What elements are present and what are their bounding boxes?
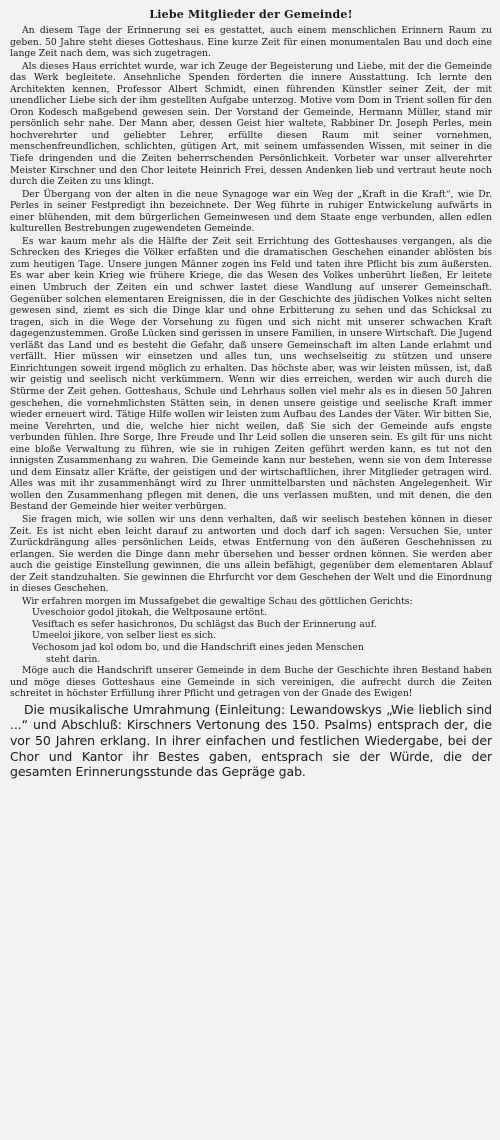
paragraph-5: Sie fragen mich, wie sollen wir uns denn verhalten, daß wir seelisch bestehen können in dieser Zeit. Es ist nicht eben leicht darauf zu antworten und doch darf ich sagen: Versuchen Sie, unter Zurückdrängung alles persönlichen Leids, etwas Entfernung von den äußeren Geschehnissen zu erlangen. Sie werden die Dinge dann mehr übersehen und besser ordnen können. Sie werden aber auch die geistige Einstellung gewinnen, die uns allein befähigt, gegenüber dem elementaren Ablauf der Zeit standzuhalten. Sie gewinnen die Ehrfurcht vor dem Geschehen der Welt und die Einordnung in dieses Geschehen. <box>10 513 492 595</box>
quote-line-2: Vesiftach es sefer hasichronos, Du schlägst das Buch der Erinnerung auf. <box>32 618 377 630</box>
quote-line-4: Vechosom jad kol odom bo, und die Handschrift eines jeden Menschen <box>32 641 364 653</box>
paragraph-1: An diesem Tage der Erinnerung sei es gestattet, auch einem menschlichen Erinnern Raum zu geben. 50 Jahre steht dieses Gotteshaus. Eine kurze Zeit für einen monumentalen Bau und doch eine lange Zeit nach dem, was sich zugetragen. <box>10 25 492 60</box>
quote-line-3: Umeeloi jikore, von selber liest es sich. <box>32 630 217 642</box>
paragraph-2: Als dieses Haus errichtet wurde, war ich Zeuge der Begeisterung und Liebe, mit der die Gemeinde das Werk begleitete. Ansehnliche Spenden förderten die innere Ausstattung. Ich lernte den Architekten kennen, Professor Albert Schmidt, einen führenden Künstler seiner Zeit, der mit unendlicher Liebe sich der ihm gestellten Aufgabe unterzog. Motive vom Dom in Trient sollen für den Oron Kodesch maßgebend gewesen sein. Der Vorstand der Gemeinde, Hermann Müller, stand mir persönlich sehr nahe. Der Mann aber, dessen Geist hier waltete, Rabbiner Dr. Joseph Perles, mein hochverehrter und geliebter Lehrer, erfüllte diesen Raum mit seiner vornehmen, menschenfreundlichen, schlichten, gütigen Art, mit seinem umfassenden Wissen, mit seiner in die Tiefe dringenden und die Zeiten beherrschenden Persönlichkeit. Vorbeter war unser allverehrter Meister Kirschner und den Chor leitete Heinrich Frei, dessen Andenken lieb und vertraut heute noch durch die Zeiten zu uns klingt. <box>10 60 492 188</box>
paragraph-4: Es war kaum mehr als die Hälfte der Zeit seit Errichtung des Gotteshauses vergangen, als die Schrecken des Krieges die Völker erfaßten und die dramatischen Geschehen einander ablösten bis zum heutigen Tage. Unsere jungen Männer zogen ins Feld und taten ihre Pflicht bis zum äußersten. Es war aber kein Krieg wie frühere Kriege, die das Wesen des Volkes unberührt ließen, Er leitete einen Umbruch der Zeiten ein und schwer lastet diese Wandlung auf unserer Gemeinschaft. Gegenüber solchen elementaren Ereignissen, die in der Geschichte des jüdischen Volkes nicht selten gewesen sind, ziemt es sich die Dinge klar und ohne Erbitterung zu sehen und das Schicksal zu tragen, sich in die Wege der Vorsehung zu fügen und sich nicht mit unserer schwachen Kraft dagegenzustemmen. Große Lücken sind gerissen in unsere Familien, in unsere Wirtschaft. Die Jugend verläßt das Land und es besteht die Gefahr, daß unsere Gemeinschaft im alten Lande erlahmt und verfällt. Hier müssen wir einsetzen und alles tun, uns wechselseitig zu stützen und unsere Einrichtungen soweit irgend möglich zu erhalten. Das höchste aber, was wir leisten müssen, ist, daß wir geistig und seelisch nicht verkümmern. Wenn wir dies erreichen, werden wir auch durch die Stürme der Zeit gehen. Gotteshaus, Schule und Lehrhaus sollen viel mehr als es in diesen 50 Jahren geschehen, die vornehmlichsten Stätten sein, in denen unsere geistige und seelische Kraft immer wieder erneuert wird. Tätige Hilfe wollen wir leisten zum Aufbau des Landes der Väter. Wir bitten Sie, meine Verehrten, und die, welche hier nicht weilen, daß Sie sich der Gemeinde aufs engste verbunden fühlen. Ihre Sorge, Ihre Freude und Ihr Leid sollen die unseren sein. Es gilt für uns nicht eine bloße Verwaltung zu führen, wie sie in ruhigen Zeiten geführt werden kann, es tut not den innigsten Zusammenhang zu wahren. Die Gemeinde kann nur bestehen, wenn sie von dem Interesse und dem Einsatz aller Kräfte, der geistigen und der wirtschaftlichen, ihrer Mitglieder getragen wird. Alles was mit ihr zusammenhängt wird zu Ihrer unmittelbarsten und nächsten Angelegenheit. Wir wollen den Zusammenhang pflegen mit denen, die uns verlassen mußten, und mit denen, die den Bestand der Gemeinde hier weiter verbürgen. <box>10 235 492 513</box>
music-note-paragraph: Die musikalische Umrahmung (Einleitung: Lewandowskys „Wie lieblich sind ...“ und Abschluß: Kirschners Vertonung des 150. Psalms) entsprach der, die vor 50 Jahren erklang. In ihrer einfachen und festlichen Wiedergabe, bei der Chor und Kantor ihr Bestes gaben, entsprach sie der Würde, die der gesamten Erinnerungsstunde das Gepräge gab. <box>10 701 492 780</box>
paragraph-3: Der Übergang von der alten in die neue Synagoge war ein Weg der „Kraft in die Kraft“, wie Dr. Perles in seiner Festpredigt ihn bezeichnete. Der Weg führte in ruhiger Entwickelung aufwärts in einer blühenden, mit dem bürgerlichen Gemeinwesen und dem Staate enge verbunden, allen edlen kulturellen Bestrebungen zugewendeten Gemeinde. <box>10 188 492 235</box>
quote-line-1: Uveschoior godol jitokah, die Weltposaune ertönt. <box>32 607 267 619</box>
quote-line-4-continued: steht darin. <box>46 653 101 665</box>
quote-intro: Wir erfahren morgen im Mussafgebet die gewaltige Schau des göttlichen Gerichts: <box>22 595 413 607</box>
closing-paragraph: Möge auch die Handschrift unserer Gemeinde in dem Buche der Geschichte ihren Bestand haben und möge dieses Gotteshaus eine Gemeinde in sich vereinigen, die aufrecht durch die Zeiten schreitet in höchster Erfüllung ihrer Pflicht und getragen von der Gnade des Ewigen! <box>10 665 492 700</box>
salutation-heading: Liebe Mitglieder der Gemeinde! <box>149 8 353 21</box>
